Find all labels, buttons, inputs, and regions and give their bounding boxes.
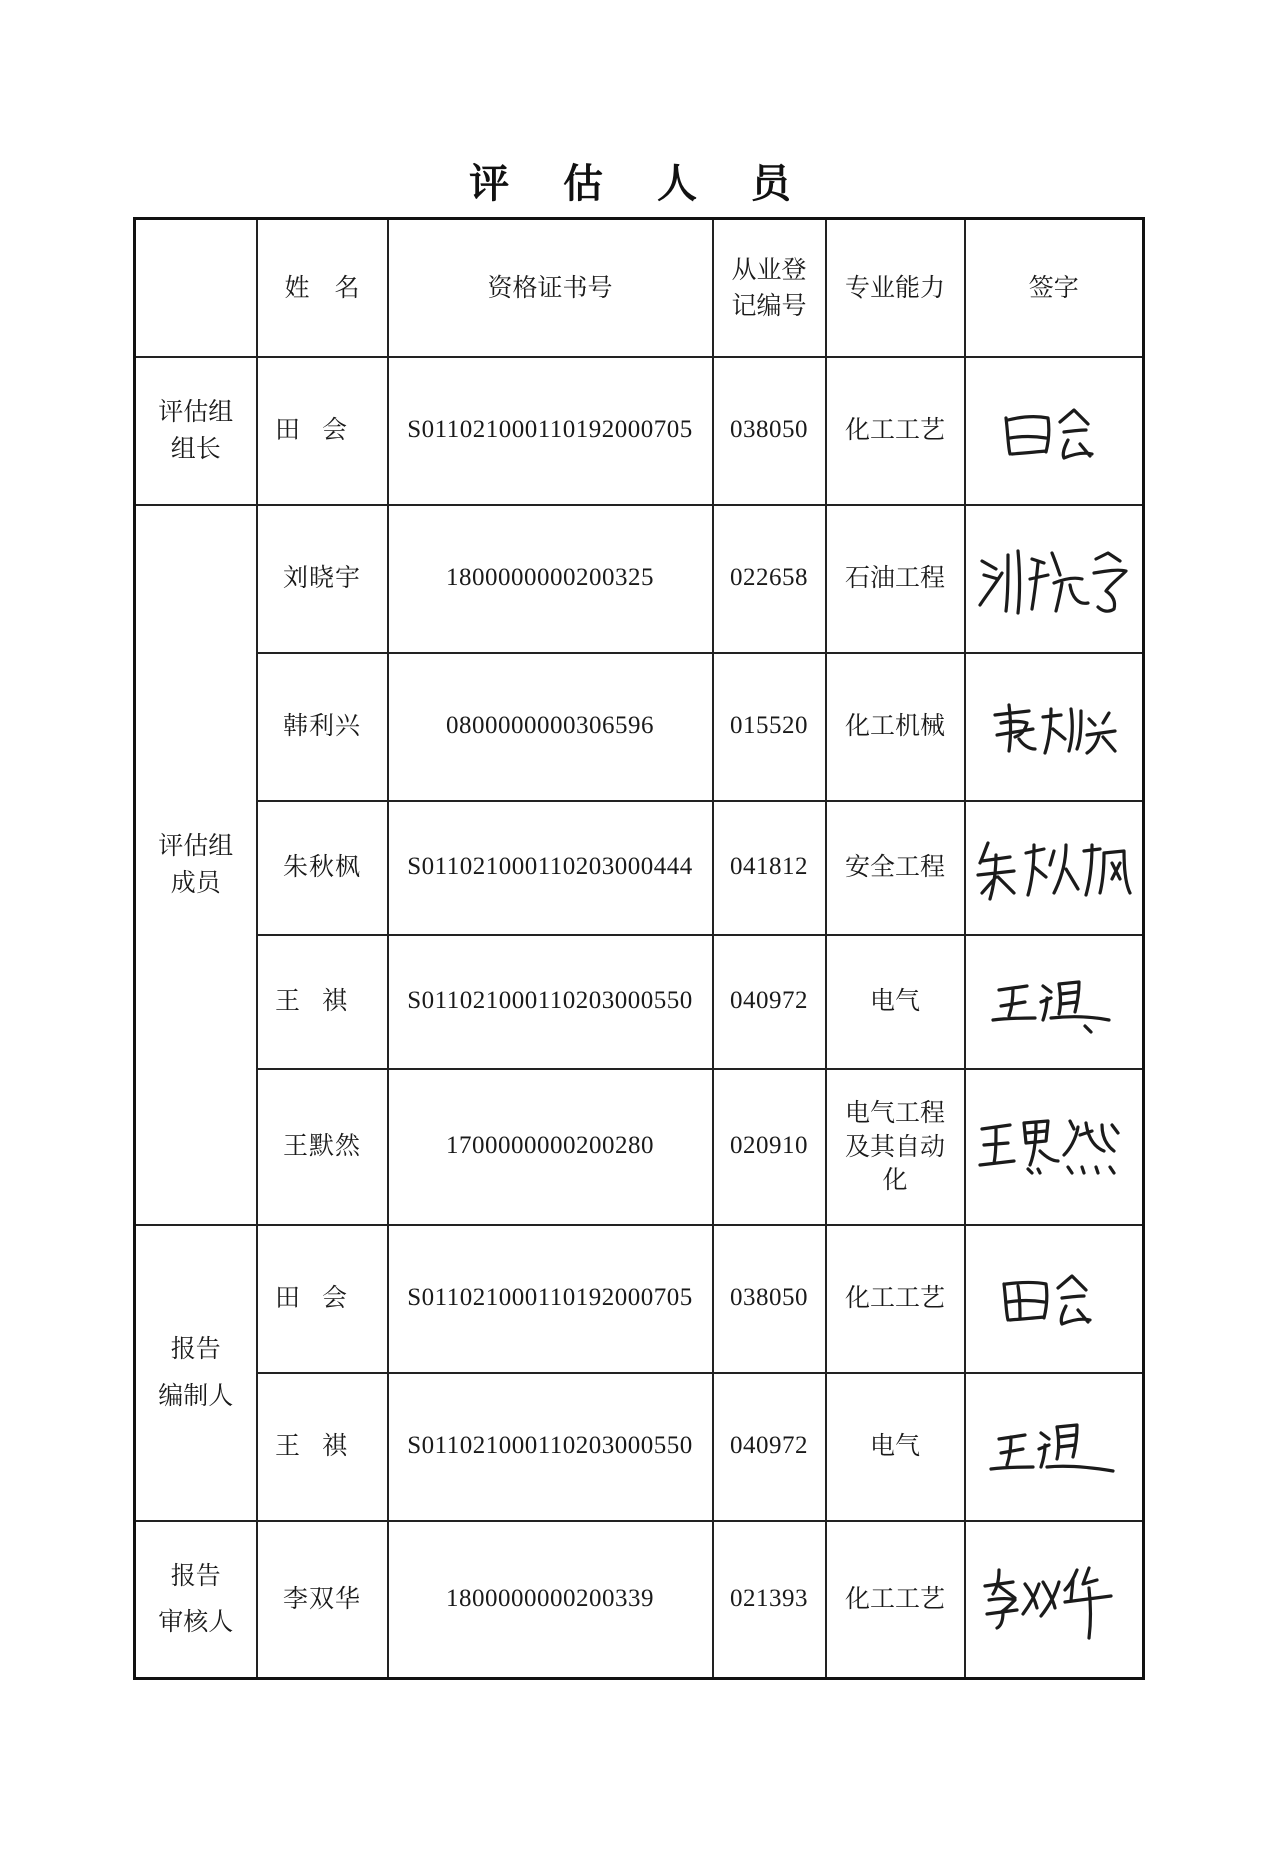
person-name: 田会 xyxy=(257,357,388,505)
handwritten-signature-image xyxy=(994,1264,1114,1334)
signature-cell xyxy=(965,1225,1144,1373)
signature-cell xyxy=(965,935,1144,1069)
table-row xyxy=(135,935,1144,1069)
cert-number: 1800000000200339 xyxy=(388,1521,713,1679)
person-name: 韩利兴 xyxy=(257,653,388,801)
specialty: 石油工程 xyxy=(826,505,965,653)
specialty: 化工工艺 xyxy=(826,1521,965,1679)
table-row xyxy=(135,801,1144,935)
table-row xyxy=(135,1373,1144,1521)
specialty: 电气 xyxy=(826,935,965,1069)
cert-number: S011021000110192000705 xyxy=(388,1225,713,1373)
cert-number: S011021000110192000705 xyxy=(388,357,713,505)
person-name: 刘晓宇 xyxy=(257,505,388,653)
reg-number: 040972 xyxy=(713,935,826,1069)
handwritten-signature-image xyxy=(989,1405,1119,1489)
handwritten-signature-image xyxy=(989,695,1119,759)
reg-number: 015520 xyxy=(713,653,826,801)
handwritten-signature-image xyxy=(994,396,1114,466)
header-row xyxy=(135,219,1144,357)
table-row xyxy=(135,357,1144,505)
header-name: 姓 名 xyxy=(257,219,388,357)
header-cert: 资格证书号 xyxy=(388,219,713,357)
reg-number: 038050 xyxy=(713,1225,826,1373)
person-name: 朱秋枫 xyxy=(257,801,388,935)
specialty: 电气工程 及其自动 化 xyxy=(826,1069,965,1225)
handwritten-signature-image xyxy=(979,1556,1129,1642)
header-field: 专业能力 xyxy=(826,219,965,357)
reg-number: 040972 xyxy=(713,1373,826,1521)
handwritten-signature-image xyxy=(974,1107,1134,1187)
signature-cell xyxy=(965,1521,1144,1679)
reg-number: 038050 xyxy=(713,357,826,505)
header-role xyxy=(135,219,257,357)
header-reg-line1: 从业登 xyxy=(731,254,807,284)
specialty: 化工工艺 xyxy=(826,357,965,505)
person-name: 王默然 xyxy=(257,1069,388,1225)
person-name: 王祺 xyxy=(257,1373,388,1521)
signature-cell xyxy=(965,1069,1144,1225)
table-row xyxy=(135,1069,1144,1225)
page-title: 评 估 人 员 xyxy=(469,160,811,207)
table-row xyxy=(135,505,1144,653)
cert-number: 1800000000200325 xyxy=(388,505,713,653)
table-row xyxy=(135,1225,1144,1373)
cert-number: 1700000000200280 xyxy=(388,1069,713,1225)
table-row xyxy=(135,653,1144,801)
signature-cell xyxy=(965,505,1144,653)
table-row xyxy=(135,1521,1144,1679)
group-label-members: 评估组 成员 xyxy=(135,505,257,1225)
reg-number: 041812 xyxy=(713,801,826,935)
signature-cell xyxy=(965,1373,1144,1521)
person-name: 王祺 xyxy=(257,935,388,1069)
reg-number: 020910 xyxy=(713,1069,826,1225)
header-reg xyxy=(713,219,826,357)
signature-cell xyxy=(965,653,1144,801)
header-sign: 签字 xyxy=(965,219,1144,357)
signature-cell xyxy=(965,801,1144,935)
cert-number: 0800000000306596 xyxy=(388,653,713,801)
person-name: 田会 xyxy=(257,1225,388,1373)
header-reg-line2: 记编号 xyxy=(731,290,807,320)
group-label-leader: 评估组 组长 xyxy=(135,357,257,505)
signature-cell xyxy=(965,357,1144,505)
handwritten-signature-image xyxy=(974,831,1134,905)
handwritten-signature-image xyxy=(989,962,1119,1042)
cert-number: S011021000110203000550 xyxy=(388,935,713,1069)
cert-number: S011021000110203000550 xyxy=(388,1373,713,1521)
reg-number: 022658 xyxy=(713,505,826,653)
specialty: 安全工程 xyxy=(826,801,965,935)
assessment-personnel-table xyxy=(133,217,1145,1680)
group-label-preparers: 报告 编制人 xyxy=(135,1225,257,1521)
handwritten-signature-image xyxy=(974,539,1134,619)
specialty: 化工工艺 xyxy=(826,1225,965,1373)
specialty: 化工机械 xyxy=(826,653,965,801)
group-label-reviewer: 报告 审核人 xyxy=(135,1521,257,1679)
specialty: 电气 xyxy=(826,1373,965,1521)
cert-number: S011021000110203000444 xyxy=(388,801,713,935)
reg-number: 021393 xyxy=(713,1521,826,1679)
person-name: 李双华 xyxy=(257,1521,388,1679)
